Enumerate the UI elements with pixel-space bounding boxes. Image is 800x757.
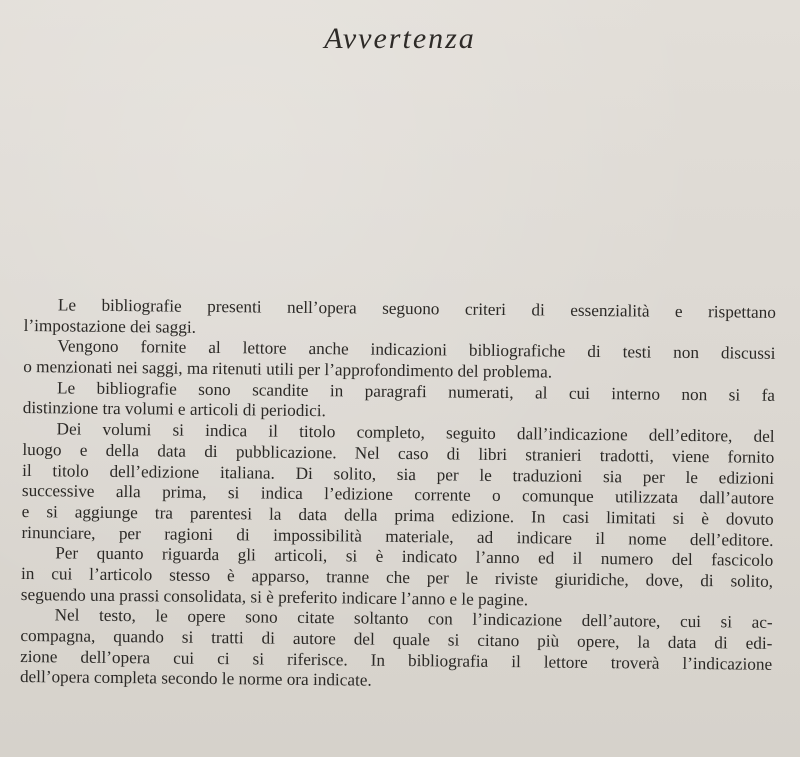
text-line: Nel testo, le opere sono citate soltanto con l’indicazione dell’autore, cui si ac- — [54, 605, 773, 633]
text-line: il titolo dell’edizione italiana. Di solito, sia per le traduzioni sia per le edizioni — [22, 460, 775, 488]
text-line: successive alla prima, si indica l’edizione corrente o comunque utilizzata dall’autore — [21, 481, 775, 509]
text-line: distinzione tra volumi e articoli di periodici. — [22, 398, 326, 421]
text-line: Per quanto riguarda gli articoli, si è indicato l’anno ed il numero del fascicolo — [55, 543, 774, 571]
text-line: compagna, quando si tratti di autore del quale si citano più opere, la data di edi- — [20, 625, 773, 653]
body-text — [20, 295, 776, 696]
text-line: Le bibliografie presenti nell’opera seguono criteri di essenzialità e rispettano — [57, 295, 776, 322]
text-line: Le bibliografie sono scandite in paragrafi numerati, al cui interno non si fa — [56, 378, 776, 405]
text-line: seguendo una prassi consolidata, si è preferito indicare l’anno e le pagine. — [20, 584, 529, 609]
text-line: luogo e della data di pubblicazione. Nel caso di libri stranieri tradotti, viene fornito — [22, 439, 775, 467]
text-line: dell’opera completa secondo le norme ora indicate. — [19, 667, 372, 691]
text-line: in cui l’articolo stesso è apparso, tranne che per le riviste giuridiche, dove, di solito, — [20, 563, 774, 591]
page-title: Avvertenza — [324, 22, 476, 55]
text-line: e si aggiunge tra parentesi la data della prima edizione. In casi limitati si è dovuto — [21, 501, 774, 529]
text-line: Dei volumi si indica il titolo completo, seguito dall’indicazione dell’editore, del — [56, 419, 775, 446]
text-line: l’impostazione dei saggi. — [23, 315, 197, 337]
text-line: Vengono fornite al lettore anche indicazioni bibliografiche di testi non discussi — [57, 336, 776, 364]
text-line: zione dell’opera cui ci si riferisce. In bibliografia il lettore troverà l’indicazione — [20, 646, 773, 674]
text-line: rinunciare, per ragioni di impossibilità materiale, ad indicare il nome dell’editore. — [21, 522, 774, 550]
text-line: o menzionati nei saggi, ma ritenuti utili per l’approfondimento del problema. — [23, 357, 553, 382]
